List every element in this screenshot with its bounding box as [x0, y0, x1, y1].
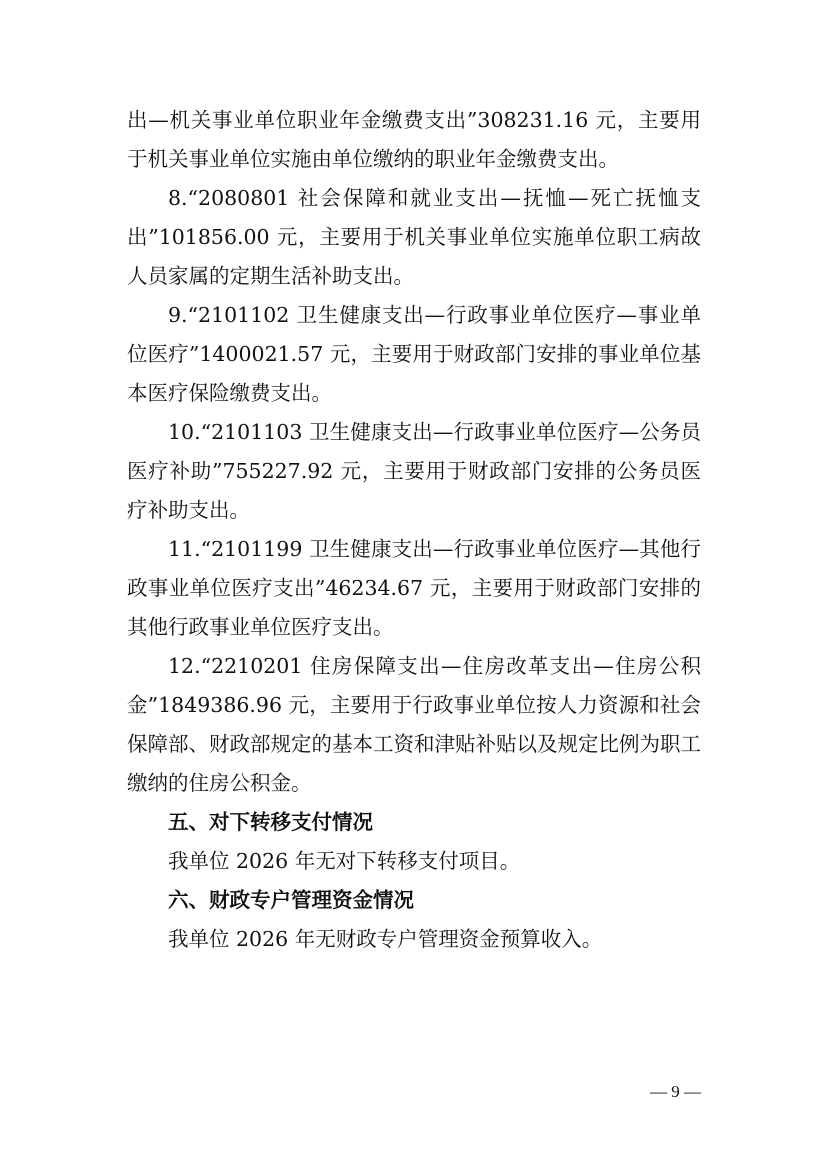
section-heading-5: 五、对下转移支付情况: [168, 810, 373, 834]
paragraph-item-11: 11.“2101199 卫生健康支出—行政事业单位医疗—其他行政事业单位医疗支出”46234.67 元，主要用于财政部门安排的其他行政事业单位医疗支出。: [127, 537, 701, 639]
section-heading-6: 六、财政专户管理资金情况: [168, 888, 414, 912]
paragraph-item-8: 8.“2080801 社会保障和就业支出—抚恤—死亡抚恤支出”101856.00 元，主要用于机关事业单位实施单位职工病故人员家属的定期生活补助支出。: [127, 186, 701, 288]
paragraph-section-6: 我单位 2026 年无财政专户管理资金预算收入。: [168, 927, 603, 951]
paragraph-continuation: 出—机关事业单位职业年金缴费支出”308231.16 元，主要用于机关事业单位实施由单位缴纳的职业年金缴费支出。: [127, 108, 701, 171]
paragraph-section-5: 我单位 2026 年无对下转移支付项目。: [168, 849, 521, 873]
page-number: — 9 —: [650, 1082, 701, 1101]
paragraph-item-10: 10.“2101103 卫生健康支出—行政事业单位医疗—公务员医疗补助”755227.92 元，主要用于财政部门安排的公务员医疗补助支出。: [127, 420, 701, 522]
paragraph-item-12: 12.“2210201 住房保障支出—住房改革支出—住房公积金”1849386.96 元，主要用于行政事业单位按人力资源和社会保障部、财政部规定的基本工资和津贴补贴以及规定比例为职工缴纳的住房公积金。: [127, 654, 701, 795]
paragraph-item-9: 9.“2101102 卫生健康支出—行政事业单位医疗—事业单位医疗”1400021.57 元，主要用于财政部门安排的事业单位基本医疗保险缴费支出。: [127, 303, 701, 405]
body-text: [127, 101, 701, 959]
